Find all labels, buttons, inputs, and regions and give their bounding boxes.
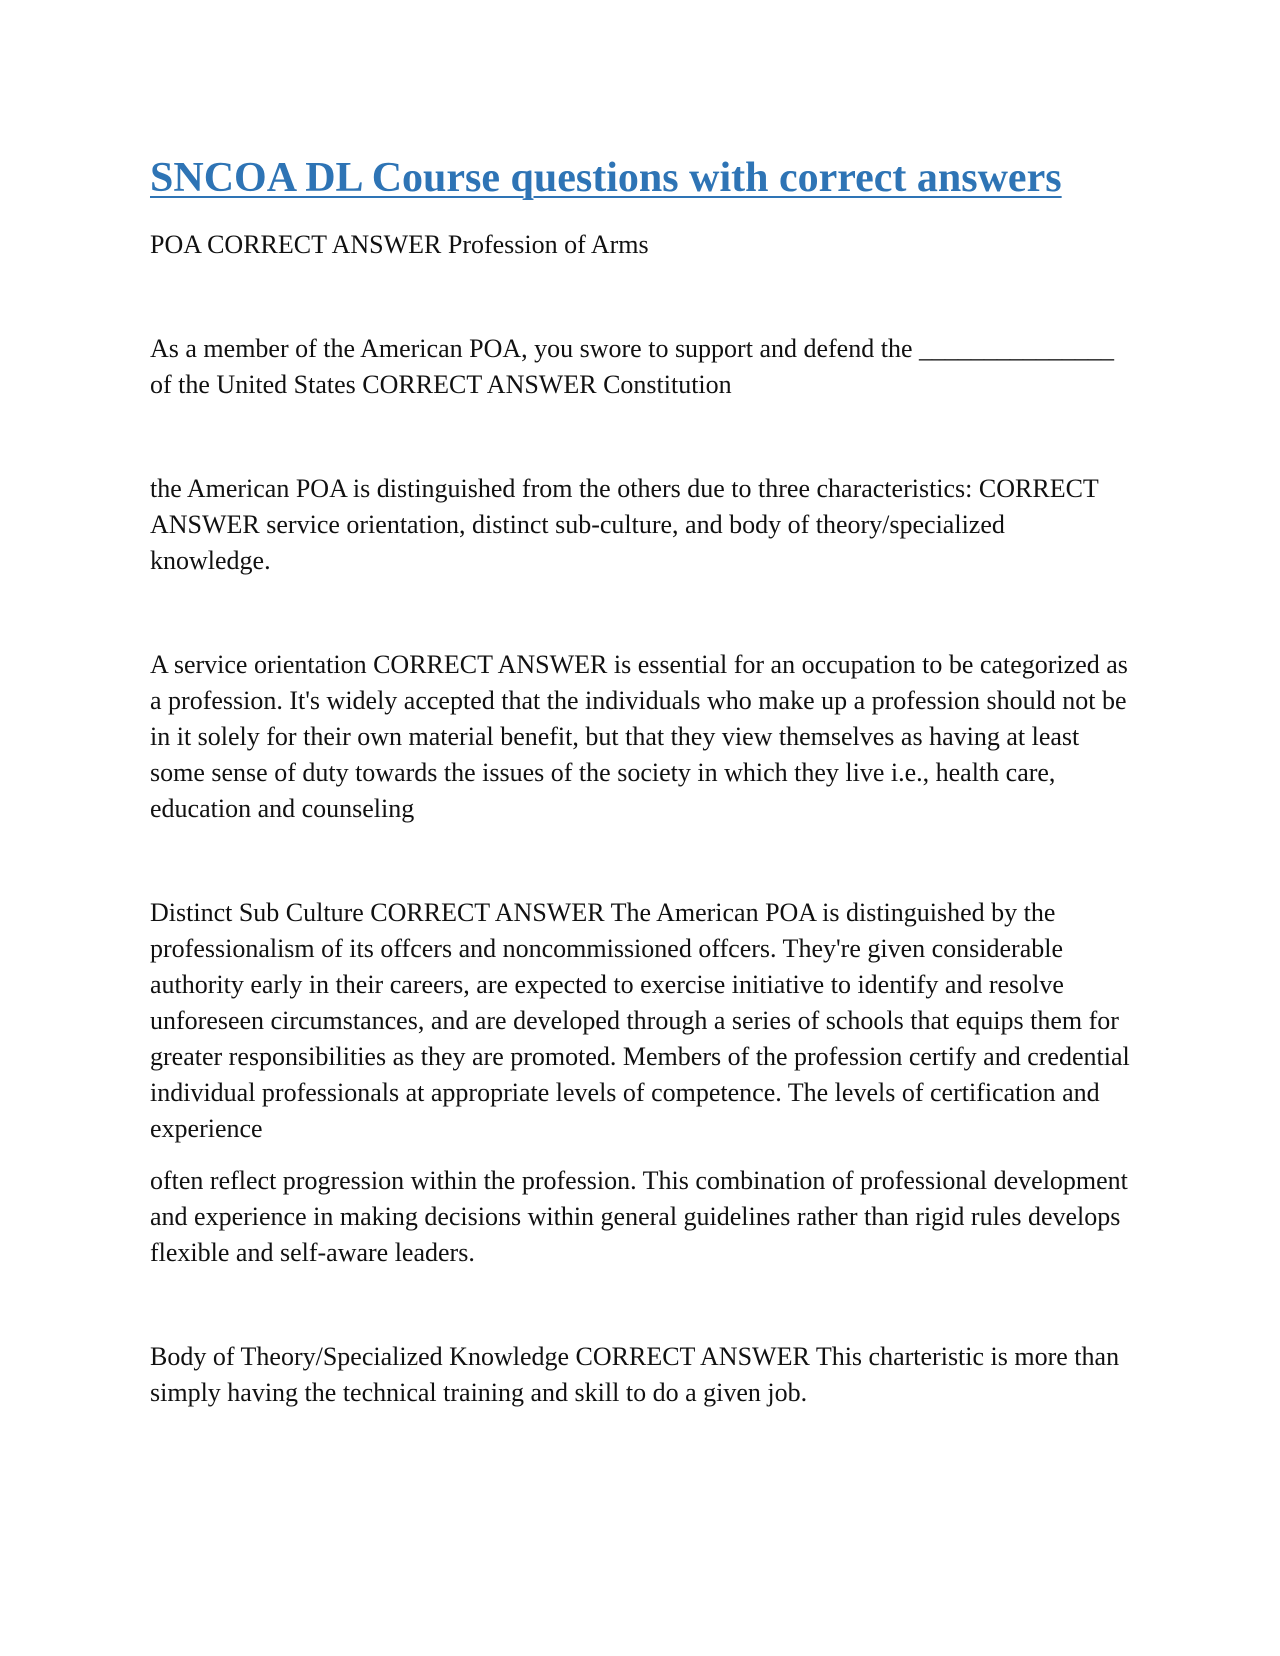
document-title-link[interactable]: SNCOA DL Course questions with correct answers [150, 155, 1062, 201]
paragraph-body-of-theory: Body of Theory/Specialized Knowledge CORRECT ANSWER This charteristic is more than simply having the technical training and skill to do a given job. [150, 1342, 1120, 1407]
document-title [150, 150, 1130, 207]
document-page [150, 150, 1130, 1411]
paragraph-distinct-sub-culture: Distinct Sub Culture CORRECT ANSWER The American POA is distinguished by the professionalism of its offcers and noncommissioned offcers. They're given considerable authority early in their careers, are expected to exercise initiative to identify and resolve unforeseen circumstances, and are developed through a series of schools that equips them for greater responsibilities as they are promoted. Members of the profession certify and credential individual professionals at appropriate levels of competence. The levels of certification and experience [150, 898, 1130, 1143]
paragraph-three-characteristics: the American POA is distinguished from the others due to three characteristics: CORRECT ANSWER service orientation, distinct sub-culture, and body of theory/specialized knowledge. [150, 474, 1099, 575]
paragraph-constitution: As a member of the American POA, you swore to support and defend the _______________ of the United States CORRECT ANSWER Constitution [150, 334, 1114, 399]
paragraph-poa: POA CORRECT ANSWER Profession of Arms [150, 230, 649, 259]
paragraph-service-orientation: A service orientation CORRECT ANSWER is essential for an occupation to be categorized as a profession. It's widely accepted that the individuals who make up a profession should not be in it solely for their own material benefit, but that they view themselves as having at least some sense of duty towards the issues of the society in which they live i.e., health care, education and counseling [150, 650, 1128, 823]
paragraph-progression: often reflect progression within the profession. This combination of professional development and experience in making decisions within general guidelines rather than rigid rules develops flexible and self-aware leaders. [150, 1166, 1128, 1267]
